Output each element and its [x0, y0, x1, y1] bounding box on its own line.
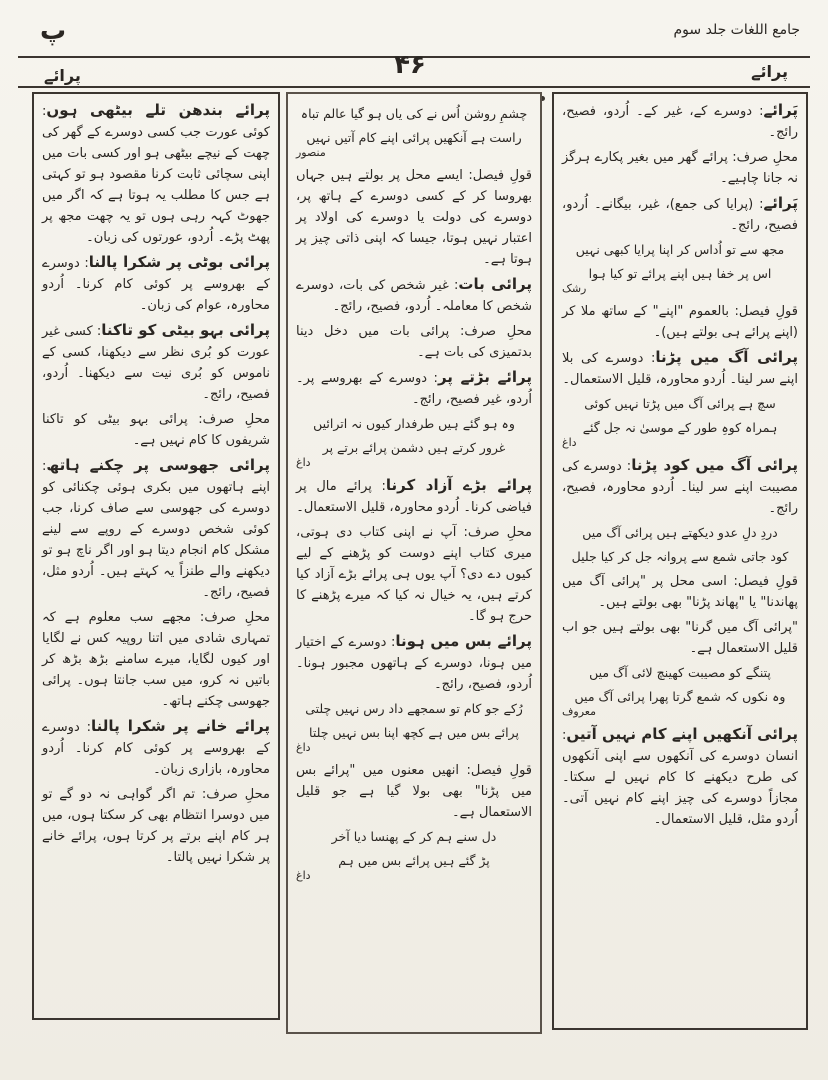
entry-text: قولِ فیصل: ایسے محل پر بولتے ہیں جہاں بھروسا کر کے کسی دوسرے کے ہاتھ پر، دوسرے کی دولت یا دوسرے کی اولاد پر اعتبار نہیں ہوتا، جیسا کہ اپنی ذاتی چیز پر ہوتا ہے۔ [296, 168, 532, 267]
headword: پَرائے [763, 194, 798, 212]
headword: پرائے بڑتے پر [437, 368, 532, 386]
dictionary-entry [296, 274, 532, 317]
verse-line: راست ہے آنکھیں پرائی اپنے کام آتیں نہیں [306, 130, 522, 145]
running-header [18, 6, 810, 54]
headword: پرائی آگ میں پڑنا [655, 348, 798, 366]
headword: پرائی آگ میں کود پڑنا [631, 456, 799, 474]
entry-text: "پرائی آگ میں گرنا" بھی بولتے ہیں جو اب قلیل الاستعمال ہے۔ [562, 620, 798, 656]
headword: پرائی بات [458, 275, 532, 293]
dictionary-entry [562, 301, 798, 343]
entry-text: : غیر شخص کی بات، دوسرے شخص کا معاملہ۔ اُردو، فصیح، رائج۔ [296, 278, 532, 314]
entry-text: : دوسرے کی بلا اپنے سر لینا۔ اُردو محاورہ، قلیل الاستعمال۔ [562, 351, 798, 387]
verse-line: کود جاتی شمع سے پروانہ جل کر کیا جلیل [571, 549, 789, 564]
entry-text: : دوسرے کے بھروسے پر۔ اُردو، غیر فصیح، رائج۔ [296, 371, 532, 407]
guide-word-right: پرائے [751, 62, 788, 81]
entry-text: قولِ فیصل: بالعموم "اپنے" کے ساتھ ملا کر (اپنے پرائے ہی بولتے ہیں)۔ [562, 304, 798, 340]
dictionary-entry [296, 367, 532, 410]
entry-text: محلِ صرف: پرائی بہو بیٹی کو تاکنا شریفوں کا کام نہیں ہے۔ [42, 412, 270, 448]
verse-line: چشمِ روشن اُس نے کی یاں ہو گیا عالم تباہ [300, 106, 528, 121]
entry-text: : دوسرے کے، غیر کے۔ اُردو، فصیح، رائج۔ [562, 104, 798, 140]
column-right [552, 92, 808, 1030]
entry-text: : پرائے مال پر فیاضی کرنا۔ اُردو محاورہ، قلیل الاستعمال۔ [296, 479, 532, 515]
dictionary-entry [296, 522, 532, 627]
entry-text: : دوسرے کے اختیار میں ہونا، دوسرے کے ہاتھوں مجبور ہونا۔ اُردو، فصیح، رائج۔ [296, 635, 532, 692]
verse-line: اس پر خفا ہیں اپنے پرائے تو کیا ہوا [588, 266, 772, 281]
entry-text: : انسان دوسرے کی آنکھوں سے اپنی آنکھوں کی طرح دیکھنے کا کام نہیں لے سکتا۔ مجازاً دوسرے کی چیز اپنے کام نہیں آتی۔ اُردو مثل، قلیل الاستعمال۔ [562, 728, 798, 827]
dictionary-entry [296, 760, 532, 823]
verse-line: رُکے جو کام تو سمجھے داد رس نہیں چلتی [305, 701, 523, 716]
dictionary-entry [562, 617, 798, 659]
entry-text: : دوسرے کے بھروسے پر کوئی کام کرنا۔ اُردو محاورہ، بازاری زبان۔ [42, 720, 270, 777]
poet-name: رشک [562, 282, 587, 295]
headword: پرائی جھوسی پر چکنے ہاتھ [46, 456, 270, 474]
column-middle [286, 92, 542, 1034]
poet-name: منصور [296, 146, 326, 159]
entry-text: قولِ فیصل: اسی محل پر "پرائی آگ میں پھاندنا" یا "پھاند پڑنا" بھی بولتے ہیں۔ [562, 574, 798, 610]
dictionary-entry [42, 409, 270, 451]
headword: پرائی بوٹی پر شکرا پالنا [88, 253, 270, 271]
entry-text: : (پرایا کی جمع)، غیر، بیگانے۔ اُردو، فصیح، رائج۔ [562, 197, 798, 233]
dictionary-entry [562, 147, 798, 189]
dictionary-entry [42, 455, 270, 603]
headword: پَرائے [763, 101, 798, 119]
dictionary-entry [562, 571, 798, 613]
dictionary-entry [562, 193, 798, 236]
verse-line: پتنگے کو مصیبت کھینچ لائی آگ میں [589, 665, 771, 680]
verse-line: وہ نکوں کہ شمع گرتا پھرا پرائی آگ میں [574, 689, 786, 704]
headword: پرائی آنکھیں اپنے کام نہیں آتیں [566, 725, 798, 743]
verse-line: وہ ہو گئے ہیں طرفدار کیوں نہ اترائیں [313, 416, 515, 431]
dictionary-entry [42, 784, 270, 868]
book-title: جامع اللغات جلد سوم [673, 22, 800, 38]
verse-line: پرائے بس میں ہے کچھ اپنا بس نہیں چلتا [309, 725, 519, 740]
dictionary-entry [562, 724, 798, 830]
column-left [32, 92, 280, 1020]
dictionary-entry [296, 165, 532, 270]
entry-text: محلِ صرف: پرائے گھر میں بغیر پکارے ہرگز نہ جانا چاہیے۔ [562, 150, 798, 186]
entry-text: : اپنے ہاتھوں میں بکری ہوئی چکنائی کو دوسرے کی جھوسی سے صاف کرنا، جب کوئی شخص دوسرے کے روپے سے لینے مشکل کام انجام دیتا ہو اور اگر ناچ ہو تو دیکھنے والے طنزاً یہ کہتے ہیں۔ اُردو مثل، فصیح، رائج۔ [42, 459, 270, 600]
dictionary-entry [42, 716, 270, 780]
dictionary-entry [296, 321, 532, 363]
poet-name: داغ [562, 436, 577, 449]
entry-text: قولِ فیصل: انھیں معنوں میں "پرائے بس میں پڑنا" بھی بولا گیا ہے جو قلیل الاستعمال ہے۔ [296, 763, 532, 820]
entry-text: : کسی غیر عورت کو بُری نظر سے دیکھنا، کسی کے ناموس کو بُری نیت سے دیکھنا۔ اُردو، فصیح، رائج۔ [42, 324, 270, 402]
entry-text: محلِ صرف: پرائی بات میں دخل دینا بدتمیزی کی بات ہے۔ [296, 324, 532, 360]
dictionary-entry [42, 100, 270, 248]
entry-text: : کوئی عورت جب کسی دوسرے کے گھر کی چھت کے نیچے بیٹھی ہو اور کسی بات میں اپنی سچائی ثابت کرنا مقصود ہو تو کہتی ہے جس کا مطلب یہ ہوتا ہے کہ اگر میں جھوٹ کہہ رہی ہوں تو یہ چھت مجھ پر پھٹ پڑے۔ اُردو، عورتوں کی زبان۔ [42, 104, 270, 245]
headword: پرائے بڑے آزاد کرنا [385, 476, 532, 494]
headword: پرائے بندھن تلے بیٹھی ہوں [46, 101, 270, 119]
entry-text: محلِ صرف: آپ نے اپنی کتاب دی ہوتی، میری کتاب اپنے دوست کو پڑھنے کے لیے کیوں دے دی؟ آپ یوں ہی پرائے بڑے آزاد کیا کرتے ہیں، یہ خیال نہ کیا کہ میرے پڑھنے کا حرج ہو گا۔ [296, 525, 532, 624]
dictionary-entry [296, 631, 532, 695]
poet-name: داغ [296, 456, 311, 469]
dictionary-entry [42, 252, 270, 316]
verse-line: دردِ دلِ عدو دیکھتے ہیں پرائی آگ میں [582, 525, 778, 540]
headword: پرائے خانے پر شکرا پالنا [91, 717, 271, 735]
dictionary-entry [562, 100, 798, 143]
poet-name: داغ [296, 869, 311, 882]
entry-text: محلِ صرف: مجھے سب معلوم ہے کہ تمہاری شادی میں اتنا روپیہ کس نے لگایا اور کیوں لگایا، میرے سامنے بڑھ بڑھ کر باتیں نہ کرو، میں سب جانتا ہوں۔ پرائی جھوسی چکنے ہاتھ۔ [42, 610, 270, 709]
verse-line: دل سنے ہم کر کے پھنسا دیا آخر [331, 829, 497, 844]
dictionary-entry [42, 607, 270, 712]
guide-word-left: پرائے [44, 66, 81, 85]
poet-name: داغ [296, 741, 311, 754]
entry-text: : دوسرے کی مصیبت اپنے سر لینا۔ اُردو محاورہ، فصیح، رائج۔ [562, 459, 798, 516]
headword: پرائی بہو بیٹی کو تاکنا [101, 321, 270, 339]
section-letter: پ [40, 16, 67, 46]
verse-line: پڑ گئے ہیں پرائے بس میں ہم [338, 853, 490, 868]
page-number: ۴۶ [394, 50, 426, 80]
verse-line: سچ ہے پرائی آگ میں پڑتا نہیں کوئی [584, 396, 776, 411]
entry-text: : دوسرے کے بھروسے پر کوئی کام کرنا۔ اُردو محاورہ، عوام کی زبان۔ [42, 256, 270, 313]
dictionary-entry [562, 455, 798, 519]
dictionary-entry [42, 320, 270, 405]
dictionary-entry [562, 347, 798, 390]
verse-line: غرور کرتے ہیں دشمن پرائے برتے پر [322, 440, 506, 455]
dictionary-entry [296, 475, 532, 518]
headword: پرائے بس میں ہونا [395, 632, 532, 650]
verse-line: مجھ سے تو اُداس کر اپنا پرایا کبھی نہیں [575, 242, 785, 257]
header-rule-bottom [18, 86, 810, 88]
poet-name: معروف [562, 705, 596, 718]
verse-line: ہمراہ کوہِ طور کے موسیٰ نہ جل گئے [582, 420, 778, 435]
entry-text: محلِ صرف: تم اگر گواہی نہ دو گے تو میں دوسرا انتظام بھی کر سکتا ہوں، میں ہر کام اپنے برتے پر کرتا ہوں، پرائے خانے پر شکرا نہیں پالتا۔ [42, 787, 270, 865]
